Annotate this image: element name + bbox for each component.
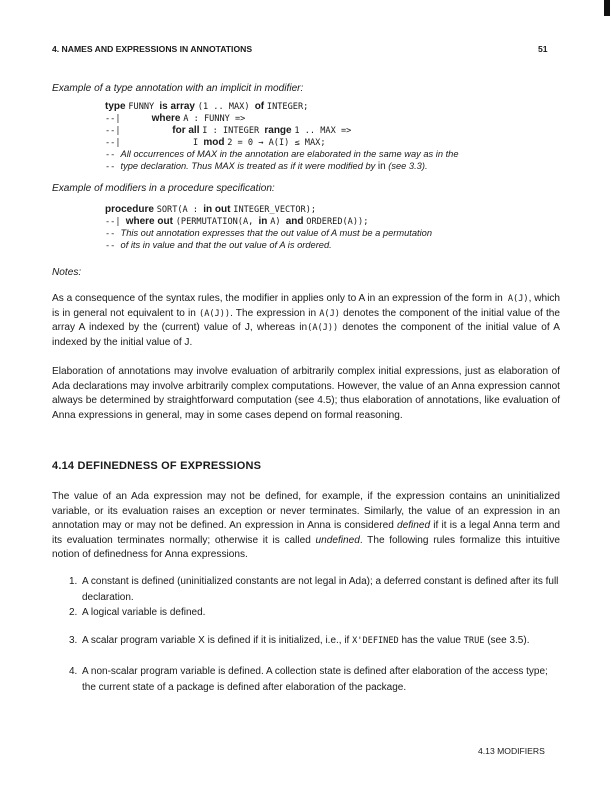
code-text: SORT(A : — [156, 205, 204, 215]
example1-caption — [52, 82, 560, 97]
code-line — [105, 228, 432, 240]
paragraph-elaboration — [52, 365, 560, 423]
keyword: where out — [125, 216, 176, 227]
code-line — [105, 240, 432, 252]
code-text: (A(J)) — [199, 308, 231, 319]
code-text: A) — [270, 217, 286, 227]
code-text: A : FUNNY => — [183, 114, 246, 124]
keyword: where — [151, 113, 184, 124]
example1-caption-text: Example of a type annotation with an implicit in modifier: — [52, 83, 304, 94]
code-text: --| — [105, 126, 173, 136]
keyword: range — [264, 125, 295, 136]
rule-number: 2. — [69, 607, 78, 618]
rule-number: 4. — [69, 666, 78, 677]
notes-label: Notes: — [52, 267, 82, 278]
emphasis-text: defined — [397, 520, 431, 532]
text: A constant is defined (uninitialized constants are not legal in Ada); a deferred constant is defined after its full declaration. — [82, 576, 559, 603]
text: in — [377, 161, 386, 172]
code-line — [105, 113, 459, 125]
code-text: 1 .. MAX => — [294, 126, 352, 136]
text: A non-scalar program variable is defined. A collection state is defined after elaboration of the access type; the current state of a package is defined after elaboration of the package. — [82, 666, 548, 693]
running-header: 4. NAMES AND EXPRESSIONS IN ANNOTATIONS — [52, 44, 253, 54]
code-text: -- — [105, 162, 121, 172]
text: in — [280, 293, 289, 304]
code-text: --| — [105, 217, 126, 227]
example2-caption — [52, 182, 560, 197]
rule-number: 3. — [69, 635, 78, 646]
text: As a consequence of the syntax rules, the modifier — [52, 293, 281, 304]
code-line — [105, 137, 459, 149]
code-text: X'DEFINED — [352, 636, 399, 646]
keyword: in out — [203, 204, 234, 215]
rule-item — [69, 574, 560, 605]
text: A logical variable is defined. — [82, 607, 206, 618]
emphasis-text: undefined — [315, 534, 360, 546]
text: , which is in general not equivalent to — [52, 293, 561, 319]
rule-item — [69, 605, 560, 621]
code-text: A(J) — [319, 308, 340, 319]
example2-caption-text: Example of modifiers in a procedure specification: — [52, 183, 275, 194]
keyword: is array — [159, 101, 198, 112]
code-line — [105, 149, 459, 161]
code-text: INTEGER_VECTOR); — [233, 205, 317, 215]
text: denotes the component of the initial value of A indexed by the initial value of J. — [52, 322, 560, 348]
keyword: of — [254, 101, 267, 112]
example1-code — [105, 101, 459, 173]
keyword: and — [285, 216, 307, 227]
code-text: I : INTEGER — [202, 126, 265, 136]
emphasis-text: This out annotation expresses that the out value of A must be a permutation — [120, 228, 432, 238]
rule-number: 1. — [69, 576, 78, 587]
code-text: TRUE — [463, 636, 485, 646]
rule-item — [69, 664, 560, 695]
code-text: (PERMUTATION(A, — [175, 217, 259, 227]
page-number: 51 — [538, 44, 548, 54]
text: (see 3.5). — [484, 635, 530, 646]
emphasis-text: type declaration. Thus MAX is treated as if it were modified by — [120, 161, 378, 171]
text: denotes the component of the initial value of the array A indexed by the (current) value of J, whereas — [52, 307, 560, 334]
code-text: -- — [105, 241, 121, 251]
emphasis-text: All occurrences of MAX in the annotation are elaborated in the same way as in the — [120, 149, 459, 159]
example2-code — [105, 204, 432, 252]
running-footer: 4.13 MODIFIERS — [478, 746, 545, 756]
scan-mark — [604, 0, 610, 16]
keyword: in — [258, 216, 271, 227]
text: A scalar program variable X is defined if it is initialized, i.e., if — [82, 635, 353, 646]
code-text: --| I — [105, 138, 204, 148]
section-heading: 4.14 DEFINEDNESS OF EXPRESSIONS — [52, 460, 262, 472]
code-line — [105, 125, 459, 137]
text: has the value — [398, 635, 464, 646]
emphasis-text: of its in value and that the out value of A is ordered. — [120, 240, 332, 250]
code-line — [105, 101, 459, 113]
text: . The following rules formalize this intuitive notion of definedness for Anna expressions. — [52, 534, 560, 561]
text: Elaboration of annotations may involve evaluation of arbitrarily complex initial expressions, just as elaboration of Ada declarations may involve arbitrarily complex computations. However, the value of an Anna expression cannot always be determined by straightforward computation (see 4.5); thus elaboration of annotations, like evaluation of Anna expressions in general, may in some cases depend on formal reasoning. — [52, 366, 560, 421]
text: in — [494, 293, 503, 304]
code-line — [105, 216, 432, 228]
code-text: --| — [105, 114, 152, 124]
text: applies only to A in an expression of the form — [288, 293, 495, 304]
code-text: (1 .. MAX) — [197, 102, 255, 112]
code-text: INTEGER; — [266, 102, 309, 112]
code-text: ORDERED(A)); — [306, 217, 369, 227]
code-line — [105, 161, 459, 173]
code-text: (A(J)) — [307, 323, 339, 334]
paragraph-modifier-in — [52, 292, 560, 350]
text: in — [299, 322, 308, 334]
text: in — [308, 307, 320, 319]
text: if it is a legal Anna term and its evaluation terminates normally; otherwise it is called — [52, 520, 560, 546]
code-text: -- — [105, 229, 121, 239]
code-line — [105, 204, 432, 216]
text: . The expression — [230, 307, 309, 319]
code-text: -- — [105, 150, 121, 160]
code-text: FUNNY — [128, 102, 160, 112]
keyword: mod — [203, 137, 228, 148]
emphasis-text: (see 3.3). — [385, 161, 428, 171]
keyword: for all — [172, 125, 203, 136]
paragraph-definedness — [52, 490, 560, 563]
code-text: 2 = 0 → A(I) ≤ MAX; — [227, 138, 326, 148]
keyword: type — [105, 101, 129, 112]
keyword: procedure — [105, 204, 157, 215]
text: in — [188, 307, 200, 319]
text: The value of an Ada expression may not be defined, for example, if the expression contains an uninitialized variable, or its evaluation raises an exception or never terminates. Similarly, the value of an expression in an annotation may or may not be defined. An expression in Anna is considered — [52, 491, 560, 532]
code-text: A(J) — [502, 294, 529, 304]
rule-item — [69, 633, 560, 650]
